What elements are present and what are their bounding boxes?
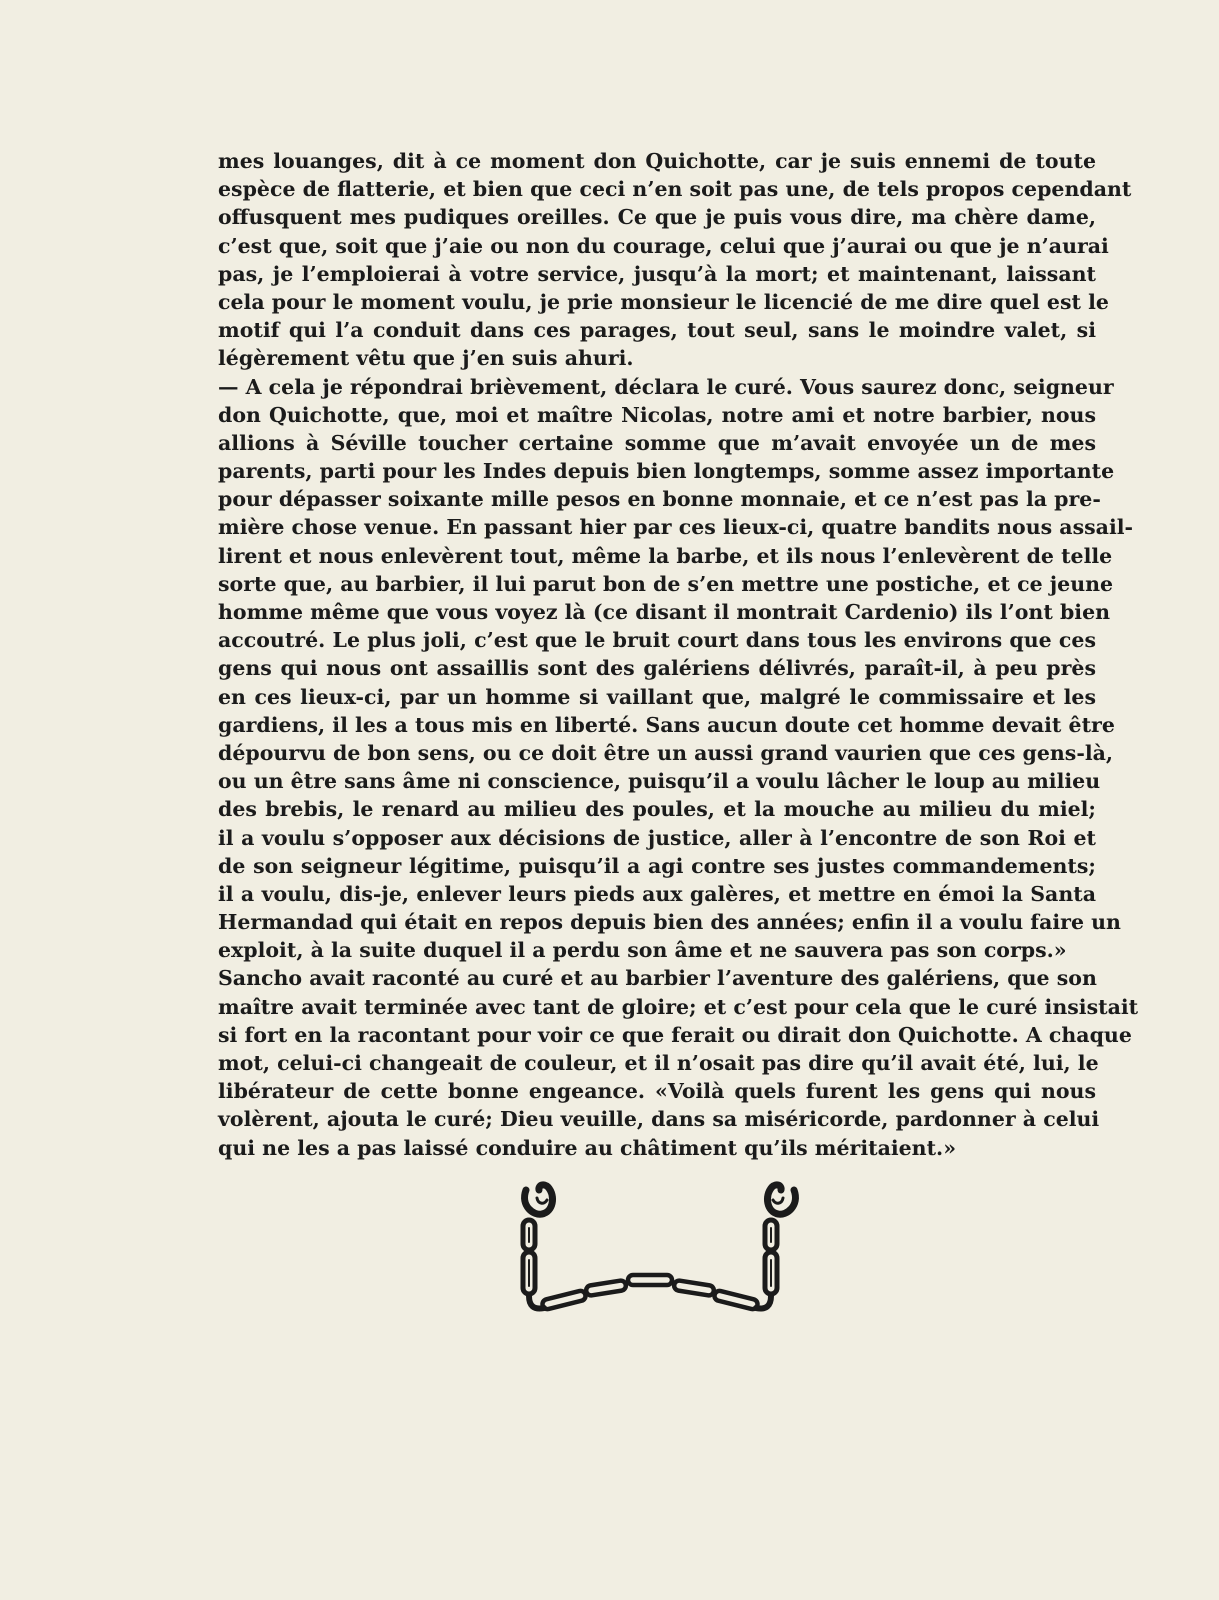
text-line: ou un être sans âme ni conscience, puisqu’il a voulu lâcher le loup au milieu [218,769,1101,794]
text-line: allions à Séville toucher certaine somme que m’avait envoyée un de mes [218,430,1096,455]
text-line: il a voulu s’opposer aux décisions de justice, aller à l’encontre de son Roi et [218,825,1096,850]
text-line: si fort en la racontant pour voir ce que ferait ou dirait don Quichotte. A chaque [218,1022,1132,1047]
text-line: — A cela je répondrai brièvement, déclara le curé. Vous saurez donc, seigneur [218,374,1114,399]
text-line: motif qui l’a conduit dans ces parages, tout seul, sans le moindre valet, si [218,318,1096,343]
text-line: espèce de flatterie, et bien que ceci n’en soit pas une, de tels propos cependant [218,177,1132,202]
text-line: mière chose venue. En passant hier par ces lieux-ci, quatre bandits nous assail- [218,515,1134,540]
text-line: qui ne les a pas laissé conduire au châtiment qu’ils méritaient.» [218,1135,957,1160]
text-line: des brebis, le renard au milieu des poules, et la mouche au milieu du miel; [218,797,1096,822]
text-line: accoutré. Le plus joli, c’est que le bruit court dans tous les environs que ces [218,628,1096,653]
text-line: offusquent mes pudiques oreilles. Ce que je puis vous dire, ma chère dame, [218,205,1096,230]
text-line: maître avait terminée avec tant de gloire; et c’est pour cela que le curé insistait [218,994,1139,1019]
text-line: mot, celui-ci changeait de couleur, et il n’osait pas dire qu’il avait été, lui, le [218,1051,1099,1075]
text-line: lirent et nous enlevèrent tout, même la barbe, et ils nous l’enlevèrent de telle [218,543,1113,568]
text-line: volèrent, ajouta le curé; Dieu veuille, dans sa miséricorde, pardonner à celui [218,1107,1100,1132]
text-line: parents, parti pour les Indes depuis bien longtemps, somme assez importante [218,459,1115,484]
text-line: légèrement vêtu que j’en suis ahuri. [218,346,634,371]
text-line: exploit, à la suite duquel il a perdu son âme et ne sauvera pas son corps.» [218,938,1067,963]
shackles-chain-icon [520,1178,800,1323]
text-line: sorte que, au barbier, il lui parut bon de s’en mettre une postiche, et ce jeune [218,571,1114,596]
text-line: mes louanges, dit à ce moment don Quichotte, car je suis ennemi de toute [218,149,1096,173]
text-line: gardiens, il les a tous mis en liberté. Sans aucun doute cet homme devait être [218,712,1115,737]
text-line: Hermandad qui était en repos depuis bien des années; enfin il a voulu faire un [218,910,1121,935]
text-line: dépourvu de bon sens, ou ce doit être un aussi grand vaurien que ces gens-là, [218,740,1114,765]
text-line: c’est que, soit que j’aie ou non du courage, celui que j’aurai ou que je n’aurai [218,233,1109,258]
body-text [218,147,1139,1162]
text-line: homme même que vous voyez là (ce disant il montrait Cardenio) ils l’ont bien [218,600,1111,624]
text-line: pas, je l’emploierai à votre service, jusqu’à la mort; et maintenant, laissant [218,261,1096,286]
text-line: il a voulu, dis-je, enlever leurs pieds aux galères, et mettre en émoi la Santa [218,881,1096,906]
text-line: cela pour le moment voulu, je prie monsieur le licencié de me dire quel est le [218,289,1109,314]
text-line: don Quichotte, que, moi et maître Nicolas, notre ami et notre barbier, nous [218,402,1096,427]
text-line: Sancho avait raconté au curé et au barbier l’aventure des galériens, que son [218,966,1097,991]
text-line: libérateur de cette bonne engeance. «Voilà quels furent les gens qui nous [218,1079,1096,1104]
text-line: gens qui nous ont assaillis sont des galériens délivrés, paraît-il, à peu près [218,656,1096,681]
text-line: de son seigneur légitime, puisqu’il a agi contre ses justes commandements; [218,853,1096,878]
text-line: pour dépasser soixante mille pesos en bonne monnaie, et ce n’est pas la pre- [218,487,1101,512]
text-line: en ces lieux-ci, par un homme si vaillant que, malgré le commissaire et les [218,684,1096,709]
